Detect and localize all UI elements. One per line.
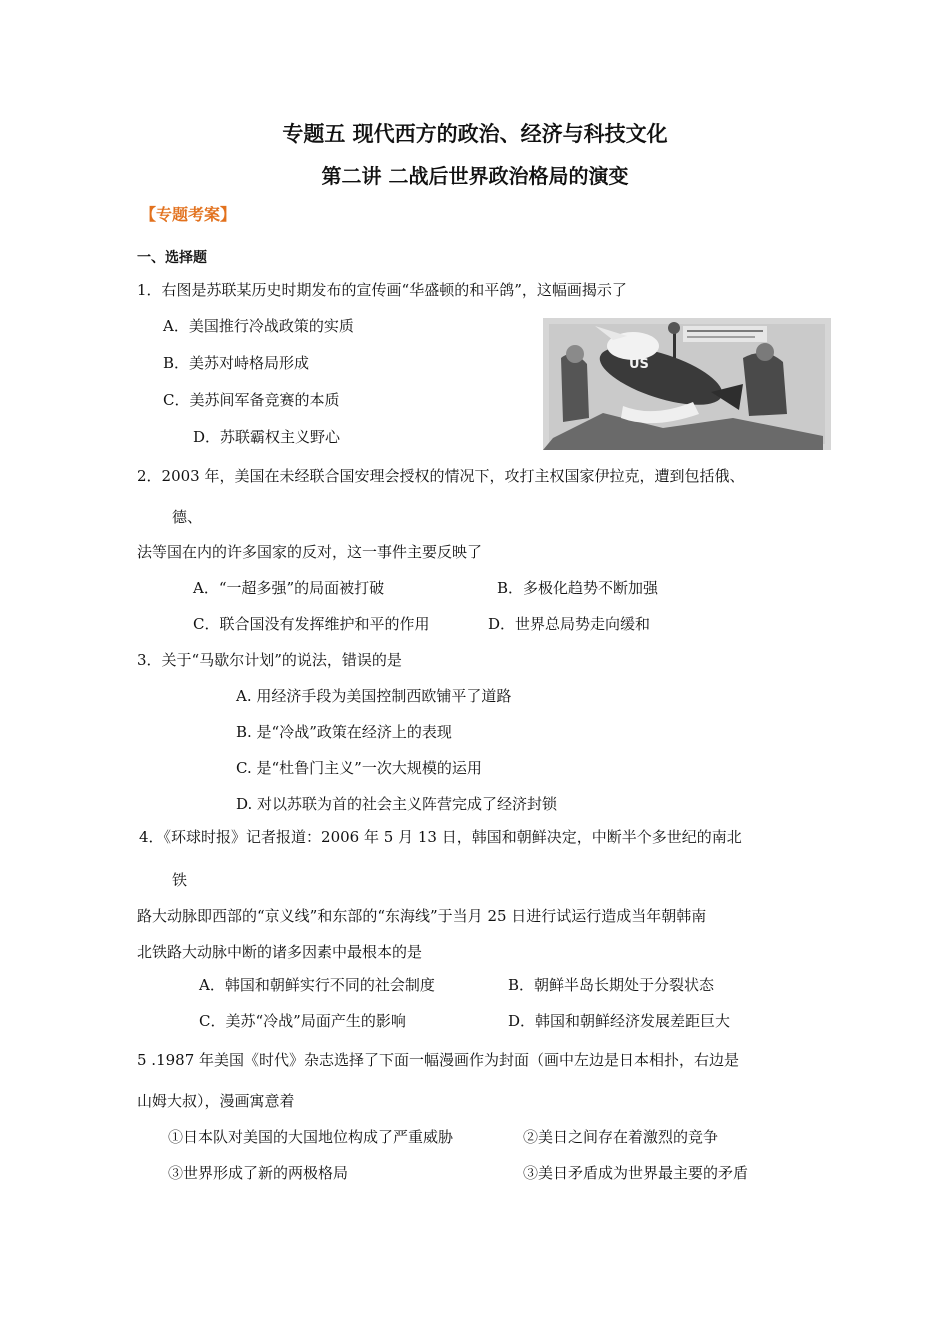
section-heading: 【专题考案】 bbox=[140, 205, 237, 224]
q5-stem-line1: 5 .1987 年美国《时代》杂志选择了下面一幅漫画作为封面（画中左边是日本相扑，右边是 bbox=[137, 1051, 740, 1069]
q1-option-d: D．苏联霸权主义野心 bbox=[193, 428, 341, 446]
q1-option-b: B．美苏对峙格局形成 bbox=[163, 354, 310, 372]
q5-statement-3: ③世界形成了新的两极格局 bbox=[168, 1164, 349, 1182]
q2-option-c: C．联合国没有发挥维护和平的作用 bbox=[193, 615, 430, 633]
q4-stem-line4: 北铁路大动脉中断的诸多因素中最根本的是 bbox=[137, 943, 423, 961]
q5-statement-4: ③美日矛盾成为世界最主要的矛盾 bbox=[523, 1164, 749, 1182]
q4-option-a: A．韩国和朝鲜实行不同的社会制度 bbox=[199, 976, 435, 994]
document-subtitle: 第二讲 二战后世界政治格局的演变 bbox=[321, 164, 629, 188]
q4-option-c: C．美苏“冷战”局面产生的影响 bbox=[199, 1012, 406, 1030]
q5-stem-line2: 山姆大叔），漫画寓意着 bbox=[137, 1092, 295, 1110]
q1-stem: 1．右图是苏联某历史时期发布的宣传画“华盛顿的和平鸽”，这幅画揭示了 bbox=[137, 281, 627, 299]
q2-option-d: D．世界总局势走向缓和 bbox=[488, 615, 651, 633]
q5-statement-2: ②美日之间存在着激烈的竞争 bbox=[523, 1128, 719, 1146]
q2-option-a: A．“一超多强”的局面被打破 bbox=[193, 579, 385, 597]
poster-illustration bbox=[543, 318, 831, 450]
q1-option-a: A．美国推行冷战政策的实质 bbox=[163, 317, 354, 335]
q4-stem-line2: 铁 bbox=[172, 871, 188, 889]
q3-option-a: A. 用经济手段为美国控制西欧铺平了道路 bbox=[236, 687, 512, 705]
q2-stem-line2: 德、 bbox=[172, 508, 203, 526]
q2-stem-line3: 法等国在内的许多国家的反对，这一事件主要反映了 bbox=[137, 543, 483, 561]
q5-statement-1: ①日本队对美国的大国地位构成了严重威胁 bbox=[168, 1128, 454, 1146]
q4-stem-line1: 4．《环球时报》记者报道：2006 年 5 月 13 日，韩国和朝鲜决定，中断半个多世纪的南北 bbox=[139, 828, 742, 846]
q3-option-d: D. 对以苏联为首的社会主义阵营完成了经济封锁 bbox=[236, 795, 558, 813]
q2-stem-line1: 2．2003 年，美国在未经联合国安理会授权的情况下，攻打主权国家伊拉克，遭到包括俄、 bbox=[137, 467, 745, 485]
q4-option-d: D．韩国和朝鲜经济发展差距巨大 bbox=[508, 1012, 731, 1030]
document-title: 专题五 现代西方的政治、经济与科技文化 bbox=[282, 122, 668, 146]
q3-option-c: C. 是“杜鲁门主义”一次大规模的运用 bbox=[236, 759, 482, 777]
q3-stem: 3．关于“马歇尔计划”的说法，错误的是 bbox=[137, 651, 402, 669]
q1-option-c: C．美苏间军备竞赛的本质 bbox=[163, 391, 340, 409]
q4-option-b: B．朝鲜半岛长期处于分裂状态 bbox=[508, 976, 715, 994]
q3-option-b: B. 是“冷战”政策在经济上的表现 bbox=[236, 723, 452, 741]
q4-stem-line3: 路大动脉即西部的“京义线”和东部的“东海线”于当月 25 日进行试运行造成当年朝韩南 bbox=[137, 907, 707, 925]
propaganda-poster-image bbox=[543, 318, 831, 450]
q2-option-b: B．多极化趋势不断加强 bbox=[497, 579, 659, 597]
poster-us-label: US bbox=[629, 357, 649, 372]
part-heading: 一、选择题 bbox=[137, 250, 207, 266]
